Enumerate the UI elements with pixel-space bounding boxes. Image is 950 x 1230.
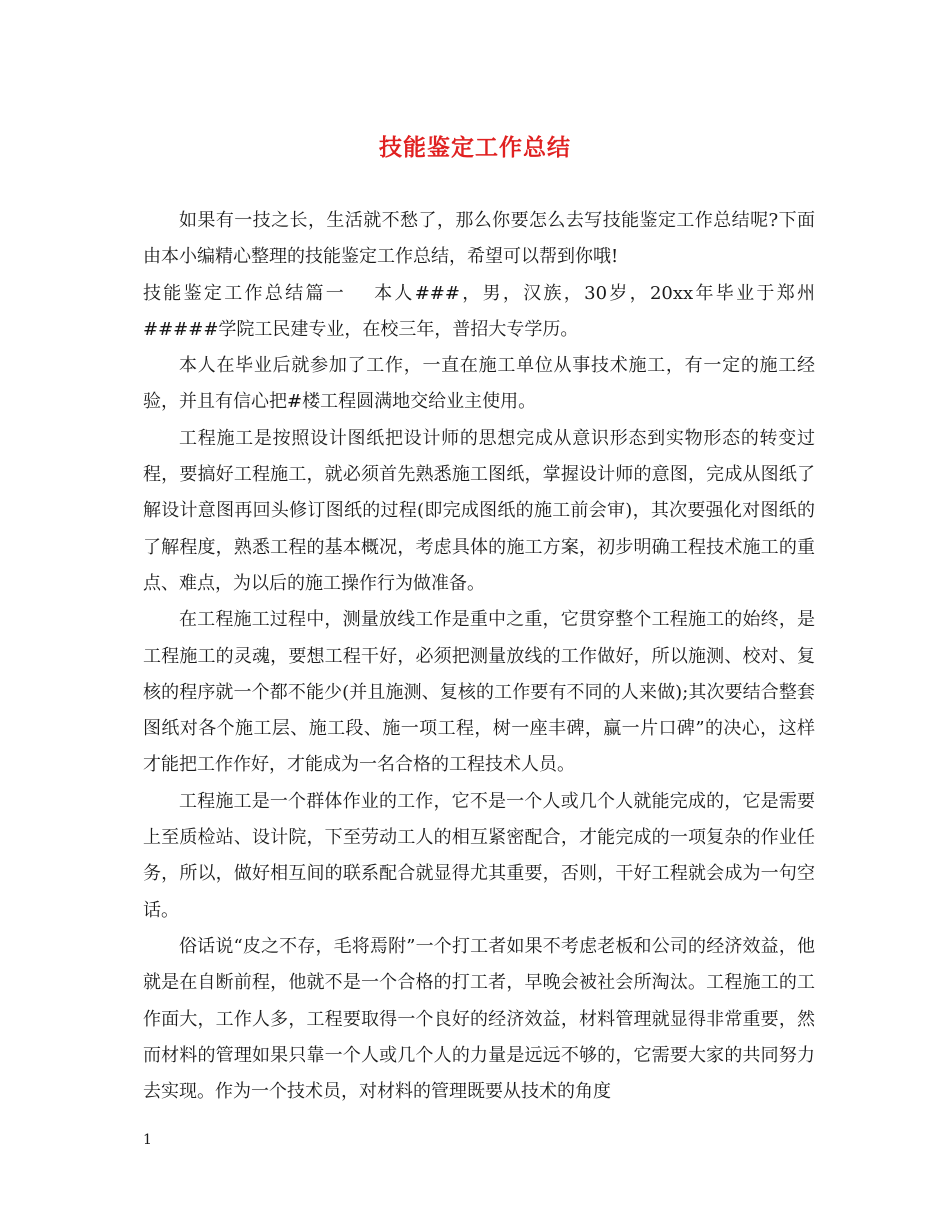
document-body <box>143 203 815 1110</box>
document-title: 技能鉴定工作总结 <box>379 135 571 161</box>
intro-paragraph: 如果有一技之长，生活就不愁了，那么你要怎么去写技能鉴定工作总结呢?下面由本小编精心整理的技能鉴定工作总结，希望可以帮到你哦! <box>143 210 815 268</box>
section-first-text: 本人###，男，汉族，30岁，20xx年毕业于郑州#####学院工民建专业，在校三年，普招大专学历。 <box>143 282 816 340</box>
section-heading: 技能鉴定工作总结篇一 <box>143 282 347 304</box>
body-paragraph: 工程施工是一个群体作业的工作，它不是一个人或几个人就能完成的，它是需要上至质检站、设计院，下至劳动工人的相互紧密配合，才能完成的一项复杂的作业任务，所以，做好相互间的联系配合就显得尤其重要，否则，干好工程就会成为一句空话。 <box>143 790 815 921</box>
page-number: 1 <box>143 1132 152 1148</box>
body-paragraph: 本人在毕业后就参加了工作，一直在施工单位从事技术施工，有一定的施工经验，并且有信心把#楼工程圆满地交给业主使用。 <box>143 355 815 413</box>
body-paragraph: 工程施工是按照设计图纸把设计师的思想完成从意识形态到实物形态的转变过程，要搞好工程施工，就必须首先熟悉施工图纸，掌握设计师的意图，完成从图纸了解设计意图再回头修订图纸的过程(即完成图纸的施工前会审)，其次要强化对图纸的了解程度，熟悉工程的基本概况，考虑具体的施工方案，初步明确工程技术施工的重点、难点，为以后的施工操作行为做准备。 <box>143 427 815 594</box>
section-first-paragraph <box>143 276 815 349</box>
body-paragraph: 俗话说“皮之不存，毛将焉附”一个打工者如果不考虑老板和公司的经济效益，他就是在自断前程，他就不是一个合格的打工者，早晚会被社会所淘汰。工程施工的工作面大，工作人多，工程要取得一个良好的经济效益，材料管理就显得非常重要，然而材料的管理如果只靠一个人或几个人的力量是远远不够的，它需要大家的共同努力去实现。作为一个技术员，对材料的管理既要从技术的角度 <box>143 935 815 1103</box>
body-paragraph: 在工程施工过程中，测量放线工作是重中之重，它贯穿整个工程施工的始终，是工程施工的灵魂，要想工程干好，必须把测量放线的工作做好，所以施测、校对、复核的程序就一个都不能少(并且施测、复核的工作要有不同的人来做);其次要结合整套图纸对各个施工层、施工段、施一项工程，树一座丰碑，赢一片口碑”的决心，这样才能把工作作好，才能成为一名合格的工程技术人员。 <box>143 609 815 776</box>
